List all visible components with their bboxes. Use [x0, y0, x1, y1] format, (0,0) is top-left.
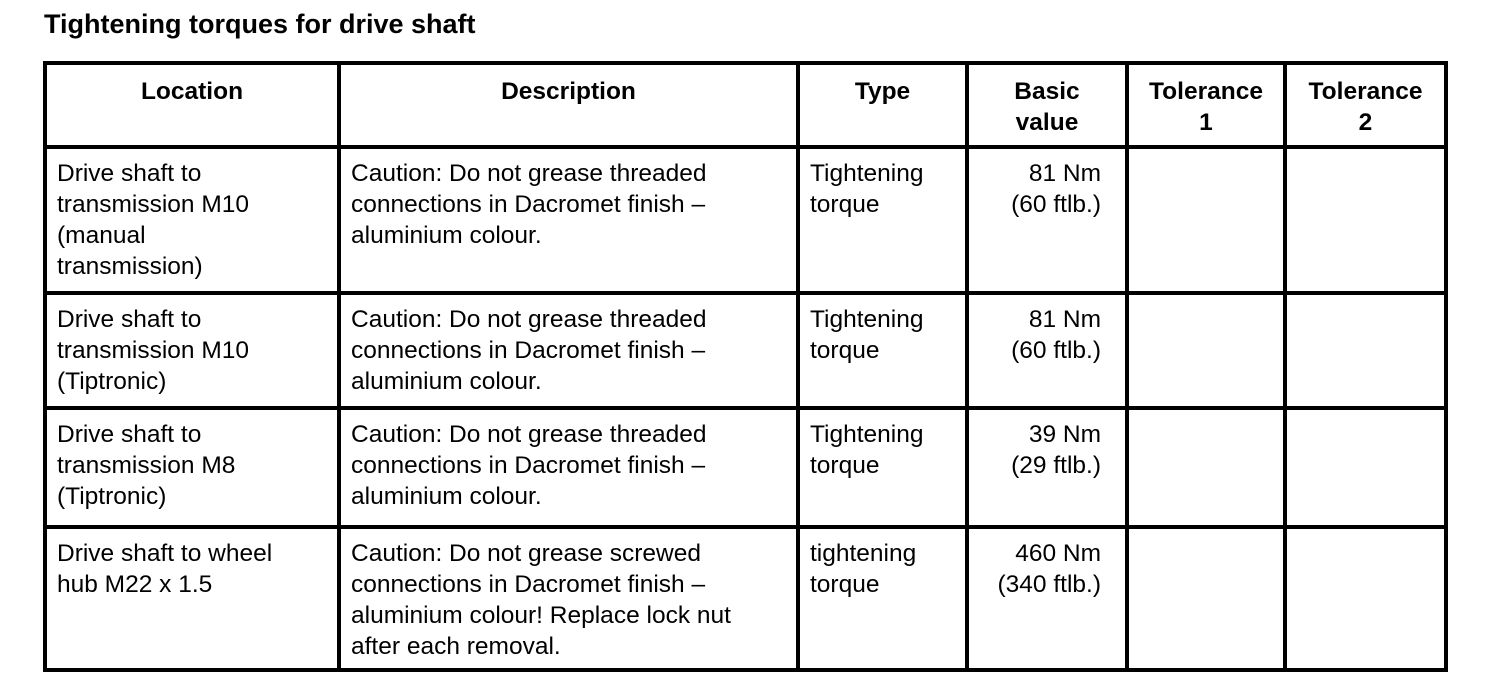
cell-type: [798, 293, 967, 408]
table-row: [45, 293, 1446, 408]
document-title: Tightening torques for drive shaft: [44, 9, 476, 39]
cell-tolerance-1: [1127, 293, 1285, 408]
cell-line: Drive shaft to: [57, 421, 202, 448]
cell-tolerance-2: [1285, 408, 1446, 527]
cell-line: torque: [810, 337, 880, 364]
cell-line: 81 Nm: [1028, 160, 1101, 187]
column-header-line: 1: [1199, 109, 1213, 136]
cell-line: aluminium colour.: [351, 222, 542, 249]
cell-line: (340 ftlb.): [997, 571, 1101, 598]
cell-basic-value: [967, 147, 1127, 293]
cell-line: 460 Nm: [1015, 540, 1101, 567]
cell-tolerance-1: [1127, 147, 1285, 293]
cell-line: Caution: Do not grease threaded: [351, 160, 707, 187]
cell-type: [798, 527, 967, 670]
cell-line: Tightening: [810, 306, 924, 333]
cell-location: [45, 147, 339, 293]
column-header-line: Description: [501, 78, 636, 105]
cell-line: aluminium colour! Replace lock nut: [351, 602, 731, 629]
cell-location: [45, 293, 339, 408]
cell-line: Caution: Do not grease screwed: [351, 540, 701, 567]
column-header-line: Tolerance: [1308, 78, 1423, 105]
cell-line: connections in Dacromet finish –: [351, 571, 706, 598]
cell-type: [798, 408, 967, 527]
cell-line: hub M22 x 1.5: [57, 571, 213, 598]
column-header-line: 2: [1358, 109, 1373, 136]
cell-line: torque: [810, 571, 880, 598]
column-header-type: [798, 63, 967, 147]
column-header-description: [339, 63, 798, 147]
cell-tolerance-1: [1127, 408, 1285, 527]
cell-line: (Tiptronic): [57, 483, 167, 510]
column-header-tolerance-1: [1127, 63, 1285, 147]
cell-location: [45, 527, 339, 670]
cell-line: connections in Dacromet finish –: [351, 191, 706, 218]
cell-line: (29 ftlb.): [1011, 452, 1101, 479]
table-header-row: [45, 63, 1446, 147]
cell-basic-value: [967, 293, 1127, 408]
table-row: [45, 408, 1446, 527]
cell-line: Drive shaft to: [57, 306, 202, 333]
cell-line: transmission M8: [57, 452, 236, 479]
column-header-location: [45, 63, 339, 147]
column-header-line: value: [1015, 109, 1079, 136]
cell-tolerance-1: [1127, 527, 1285, 670]
cell-tolerance-2: [1285, 147, 1446, 293]
cell-line: Drive shaft to: [57, 160, 202, 187]
cell-description: [339, 147, 798, 293]
column-header-tolerance-2: [1285, 63, 1446, 147]
torque-table: [43, 61, 1448, 672]
table-row: [45, 527, 1446, 670]
cell-line: connections in Dacromet finish –: [351, 452, 706, 479]
cell-tolerance-2: [1285, 293, 1446, 408]
table-row: [45, 147, 1446, 293]
column-header-line: Basic: [1014, 78, 1080, 105]
cell-line: Caution: Do not grease threaded: [351, 421, 707, 448]
column-header-line: Type: [854, 78, 911, 105]
cell-line: aluminium colour.: [351, 483, 542, 510]
cell-line: after each removal.: [351, 633, 561, 660]
column-header-basic-value: [967, 63, 1127, 147]
cell-description: [339, 527, 798, 670]
cell-line: Tightening: [810, 421, 924, 448]
cell-line: transmission): [57, 253, 203, 280]
cell-line: Caution: Do not grease threaded: [351, 306, 707, 333]
cell-description: [339, 293, 798, 408]
cell-line: (Tiptronic): [57, 368, 167, 395]
cell-description: [339, 408, 798, 527]
cell-line: transmission M10: [57, 337, 249, 364]
cell-tolerance-2: [1285, 527, 1446, 670]
cell-line: transmission M10: [57, 191, 249, 218]
cell-line: tightening: [810, 540, 917, 567]
cell-line: 39 Nm: [1028, 421, 1101, 448]
column-header-line: Location: [140, 78, 244, 105]
cell-line: connections in Dacromet finish –: [351, 337, 706, 364]
cell-basic-value: [967, 527, 1127, 670]
cell-line: (60 ftlb.): [1011, 191, 1101, 218]
cell-line: Drive shaft to wheel: [57, 540, 273, 567]
cell-line: Tightening: [810, 160, 924, 187]
cell-line: (manual: [57, 222, 146, 249]
cell-basic-value: [967, 408, 1127, 527]
cell-line: torque: [810, 452, 880, 479]
column-header-line: Tolerance: [1149, 78, 1263, 105]
cell-location: [45, 408, 339, 527]
cell-line: 81 Nm: [1028, 306, 1101, 333]
cell-line: (60 ftlb.): [1011, 337, 1101, 364]
cell-line: aluminium colour.: [351, 368, 542, 395]
cell-line: torque: [810, 191, 880, 218]
cell-type: [798, 147, 967, 293]
